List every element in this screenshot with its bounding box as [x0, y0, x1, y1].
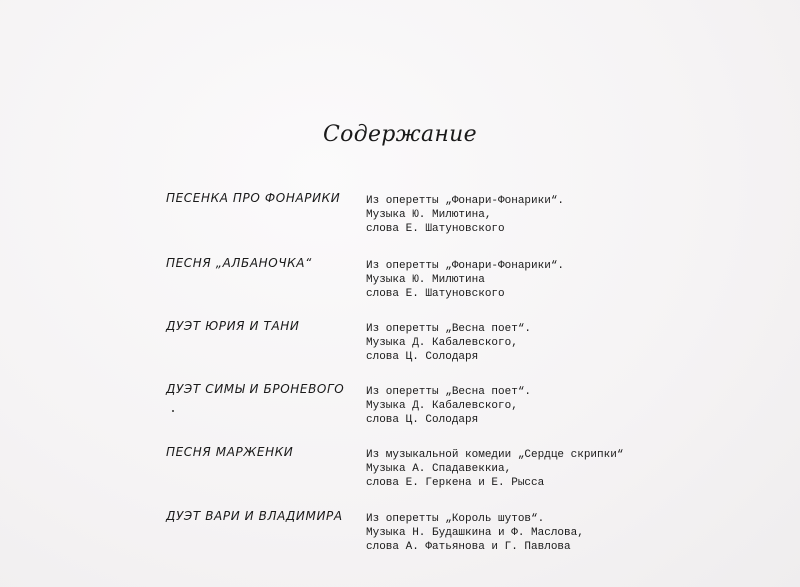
song-title: ДУЭТ ВАРИ И ВЛАДИМИРА [166, 509, 343, 523]
toc-entry [0, 382, 800, 442]
toc-entry [0, 191, 800, 251]
source-line: Из оперетты „Весна поет“. [366, 386, 532, 398]
source-line: Из оперетты „Фонари-Фонарики“. [366, 195, 565, 207]
lyrics-line: слова Ц. Солодаря [366, 351, 479, 363]
song-title: ДУЭТ ЮРИЯ И ТАНИ [166, 319, 300, 333]
song-details [366, 194, 564, 236]
music-line: Музыка А. Спадавеккиа, [366, 463, 512, 475]
song-details [366, 259, 564, 301]
music-line: Музыка Д. Кабалевского, [366, 337, 518, 349]
music-line: Музыка Д. Кабалевского, [366, 400, 518, 412]
lyrics-line: слова А. Фатьянова и Г. Павлова [366, 541, 571, 553]
song-title: ПЕСНЯ МАРЖЕНКИ [166, 445, 294, 459]
source-line: Из оперетты „Фонари-Фонарики“. [366, 260, 565, 272]
song-details [366, 385, 531, 427]
lyrics-line: слова Е. Шатуновского [366, 223, 505, 235]
toc-entry [0, 445, 800, 505]
lyrics-line: слова Е. Геркена и Е. Рысса [366, 477, 545, 489]
song-details [366, 448, 623, 490]
source-line: Из оперетты „Король шутов“. [366, 513, 545, 525]
toc-entry [0, 509, 800, 569]
music-line: Музыка Н. Будашкина и Ф. Маслова, [366, 527, 584, 539]
lyrics-line: слова Е. Шатуновского [366, 288, 505, 300]
song-details [366, 322, 531, 364]
source-line: Из оперетты „Весна поет“. [366, 323, 532, 335]
lyrics-line: слова Ц. Солодаря [366, 414, 479, 426]
toc-entry [0, 319, 800, 379]
music-line: Музыка Ю. Милютина [366, 274, 485, 286]
print-speck [172, 410, 174, 412]
song-details [366, 512, 584, 554]
song-title: ПЕСЕНКА ПРО ФОНАРИКИ [166, 191, 341, 205]
page-title: Содержание [323, 122, 477, 147]
song-title: ДУЭТ СИМЫ И БРОНЕВОГО [166, 382, 345, 396]
music-line: Музыка Ю. Милютина, [366, 209, 492, 221]
song-title: ПЕСНЯ „АЛБАНОЧКА“ [166, 256, 312, 270]
toc-entry [0, 256, 800, 316]
source-line: Из музыкальной комедии „Сердце скрипки“ [366, 449, 624, 461]
